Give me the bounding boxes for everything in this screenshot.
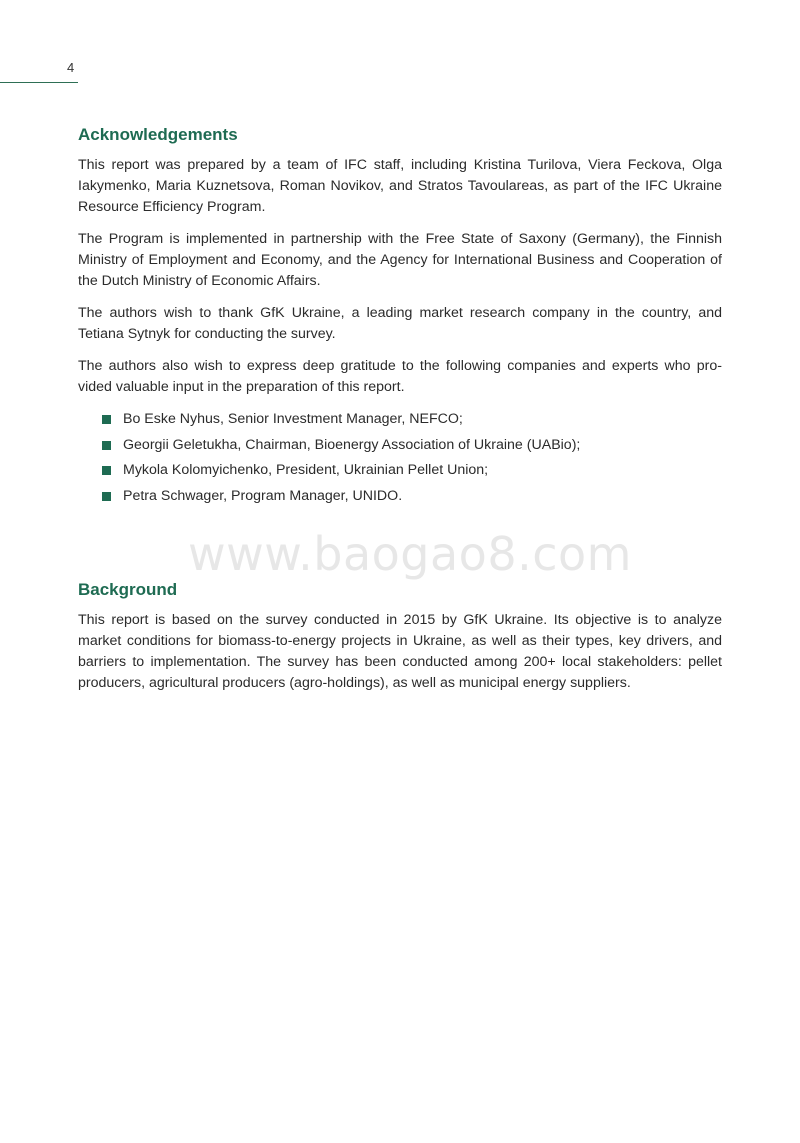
- expert-entry: Bo Eske Nyhus, Senior Investment Manager, NEFCO;: [123, 411, 463, 427]
- header-rule: [0, 82, 78, 83]
- expert-entry: Mykola Kolomyichenko, President, Ukrainian Pellet Union;: [123, 462, 489, 478]
- ack-paragraph-gfk: The authors wish to thank GfK Ukraine, a leading market research company in the country, and Tetiana Sytnyk for conducting the survey.: [78, 305, 722, 342]
- background-heading: Background: [78, 580, 178, 599]
- background-section: [78, 579, 722, 705]
- watermark-text: www.baogao8.com: [188, 527, 632, 581]
- square-bullet-icon: [102, 441, 111, 450]
- page-number: 4: [67, 60, 75, 75]
- square-bullet-icon: [102, 415, 111, 424]
- expert-entry: Petra Schwager, Program Manager, UNIDO.: [123, 487, 403, 504]
- square-bullet-icon: [102, 466, 111, 475]
- acknowledgements-section: [78, 124, 722, 511]
- ack-paragraph-gratitude: The authors also wish to express deep gratitude to the following companies and experts who pro-vided valuable input in the preparation of this report.: [78, 358, 722, 395]
- background-paragraph: This report is based on the survey conducted in 2015 by GfK Ukraine. Its objective is to analyze market conditions for biomass-to-energy projects in Ukraine, as well as their types, key drivers, and barriers to implementation. The survey has been conducted among 200+ local stakeholders: pellet producers, agricultural producers (agro-holdings), as well as municipal energy suppliers.: [78, 612, 722, 691]
- list-item: [102, 460, 722, 481]
- square-bullet-icon: [102, 492, 111, 501]
- ack-paragraph-team: This report was prepared by a team of IFC staff, including Kristina Turilova, Viera Feckova, Olga Iakymenko, Maria Kuznetsova, Roman Novikov, and Stratos Tavoulareas, as part of the IFC Ukraine Resource Efficiency Program.: [78, 157, 722, 215]
- list-item: [102, 435, 722, 456]
- acknowledgements-heading: Acknowledgements: [78, 125, 238, 144]
- list-item: [102, 486, 722, 507]
- list-item: [102, 409, 722, 430]
- ack-paragraph-program: The Program is implemented in partnership with the Free State of Saxony (Germany), the Finnish Ministry of Employment and Economy, and the Agency for International Business and Cooperation of the Dutch Ministry of Economic Affairs.: [78, 231, 722, 289]
- experts-list: [78, 409, 722, 507]
- expert-entry: Georgii Geletukha, Chairman, Bioenergy Association of Ukraine (UABio);: [123, 436, 581, 453]
